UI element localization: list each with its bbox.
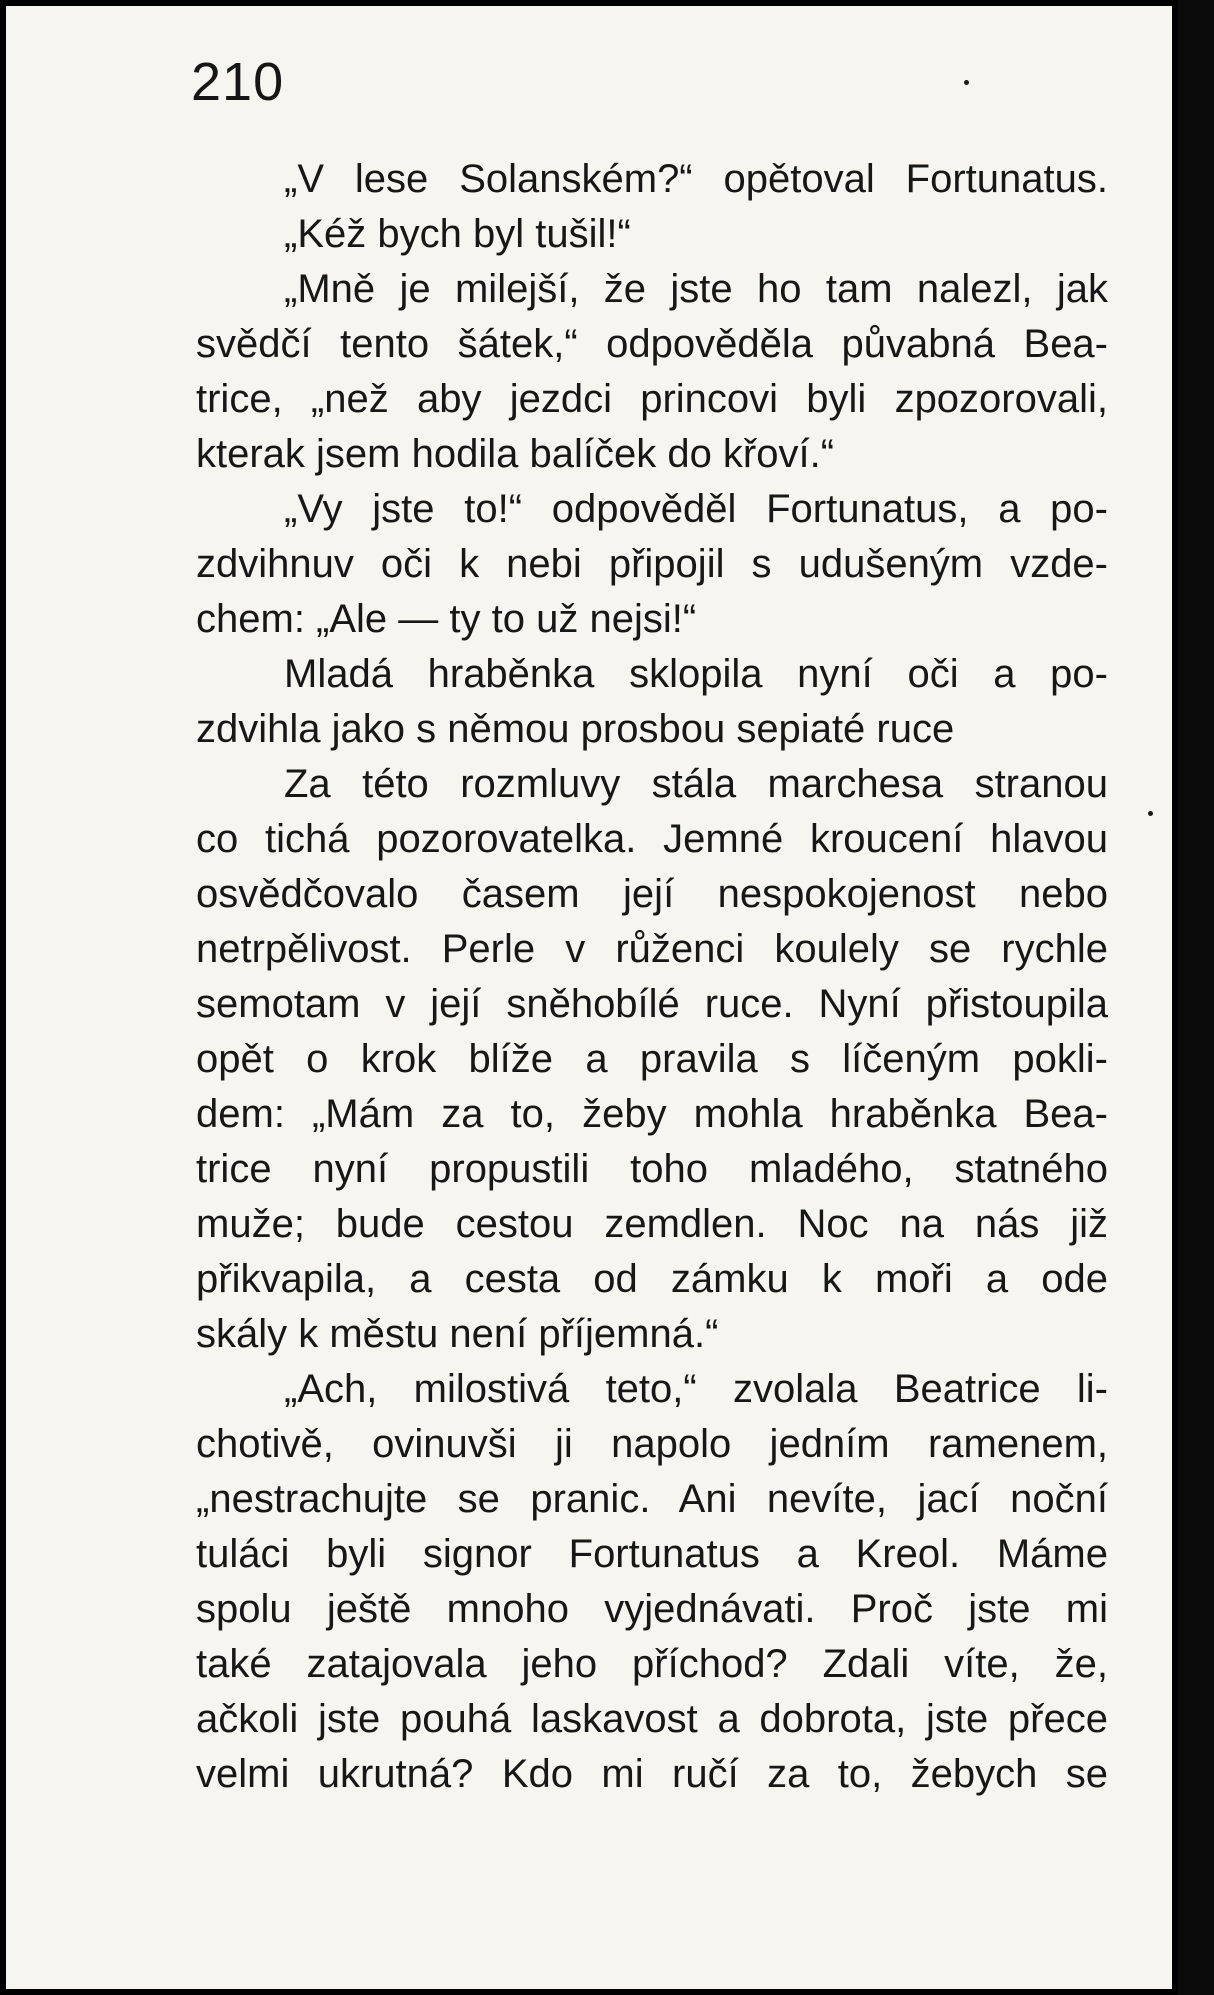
- page-number: 210: [191, 52, 285, 112]
- text-line: netrpělivost. Perle v růženci koulely se rychle: [196, 927, 1108, 971]
- book-page: [6, 6, 1172, 1989]
- text-line: Za této rozmluvy stála marchesa stranou: [284, 762, 1108, 806]
- text-line: semotam v její sněhobílé ruce. Nyní přistoupila: [196, 982, 1108, 1026]
- text-line: zdvihla jako s němou prosbou sepiaté ruce: [196, 707, 955, 751]
- text-line: chotivě, ovinuvši ji napolo jedním ramenem,: [196, 1422, 1108, 1466]
- text-line: „V lese Solanském?“ opětoval Fortunatus.: [284, 157, 1108, 201]
- text-line: kterak jsem hodila balíček do křoví.“: [196, 432, 835, 476]
- text-line: „Ach, milostivá teto,“ zvolala Beatrice li-: [284, 1367, 1108, 1411]
- text-line: opět o krok blíže a pravila s líčeným pokli-: [196, 1037, 1108, 1081]
- text-line: velmi ukrutná? Kdo mi ručí za to, žebych se: [196, 1752, 1108, 1796]
- text-line: Mladá hraběnka sklopila nyní oči a po-: [284, 652, 1108, 696]
- text-line: dem: „Mám za to, žeby mohla hraběnka Bea-: [196, 1092, 1108, 1136]
- paper-speck: [964, 80, 969, 85]
- text-line: spolu ještě mnoho vyjednávati. Proč jste mi: [196, 1587, 1108, 1631]
- text-line: „Mně je milejší, že jste ho tam nalezl, jak: [284, 267, 1108, 311]
- text-line: „Vy jste to!“ odpověděl Fortunatus, a po-: [284, 487, 1108, 531]
- text-line: „nestrachujte se pranic. Ani nevíte, jací noční: [196, 1477, 1108, 1521]
- text-line: přikvapila, a cesta od zámku k moři a ode: [196, 1257, 1108, 1301]
- paper-speck: [1148, 811, 1153, 816]
- text-line: trice nyní propustili toho mladého, statného: [196, 1147, 1108, 1191]
- text-line: svědčí tento šátek,“ odpověděla půvabná Bea-: [196, 322, 1108, 366]
- text-line: trice, „než aby jezdci princovi byli zpozorovali,: [196, 377, 1108, 421]
- text-line: ačkoli jste pouhá laskavost a dobrota, jste přece: [196, 1697, 1108, 1741]
- text-line: skály k městu není příjemná.“: [196, 1312, 719, 1356]
- text-line: zdvihnuv oči k nebi připojil s udušeným vzde-: [196, 542, 1108, 586]
- text-line: muže; bude cestou zemdlen. Noc na nás již: [196, 1202, 1108, 1246]
- text-line: tuláci byli signor Fortunatus a Kreol. Máme: [196, 1532, 1108, 1576]
- text-line: „Kéž bych byl tušil!“: [284, 212, 631, 256]
- text-line: chem: „Ale — ty to už nejsi!“: [196, 597, 697, 641]
- text-line: co tichá pozorovatelka. Jemné kroucení hlavou: [196, 817, 1108, 861]
- scan-edge-strip: [1178, 0, 1214, 1995]
- text-line: také zatajovala jeho příchod? Zdali víte, že,: [196, 1642, 1108, 1686]
- text-line: osvědčovalo časem její nespokojenost nebo: [196, 872, 1108, 916]
